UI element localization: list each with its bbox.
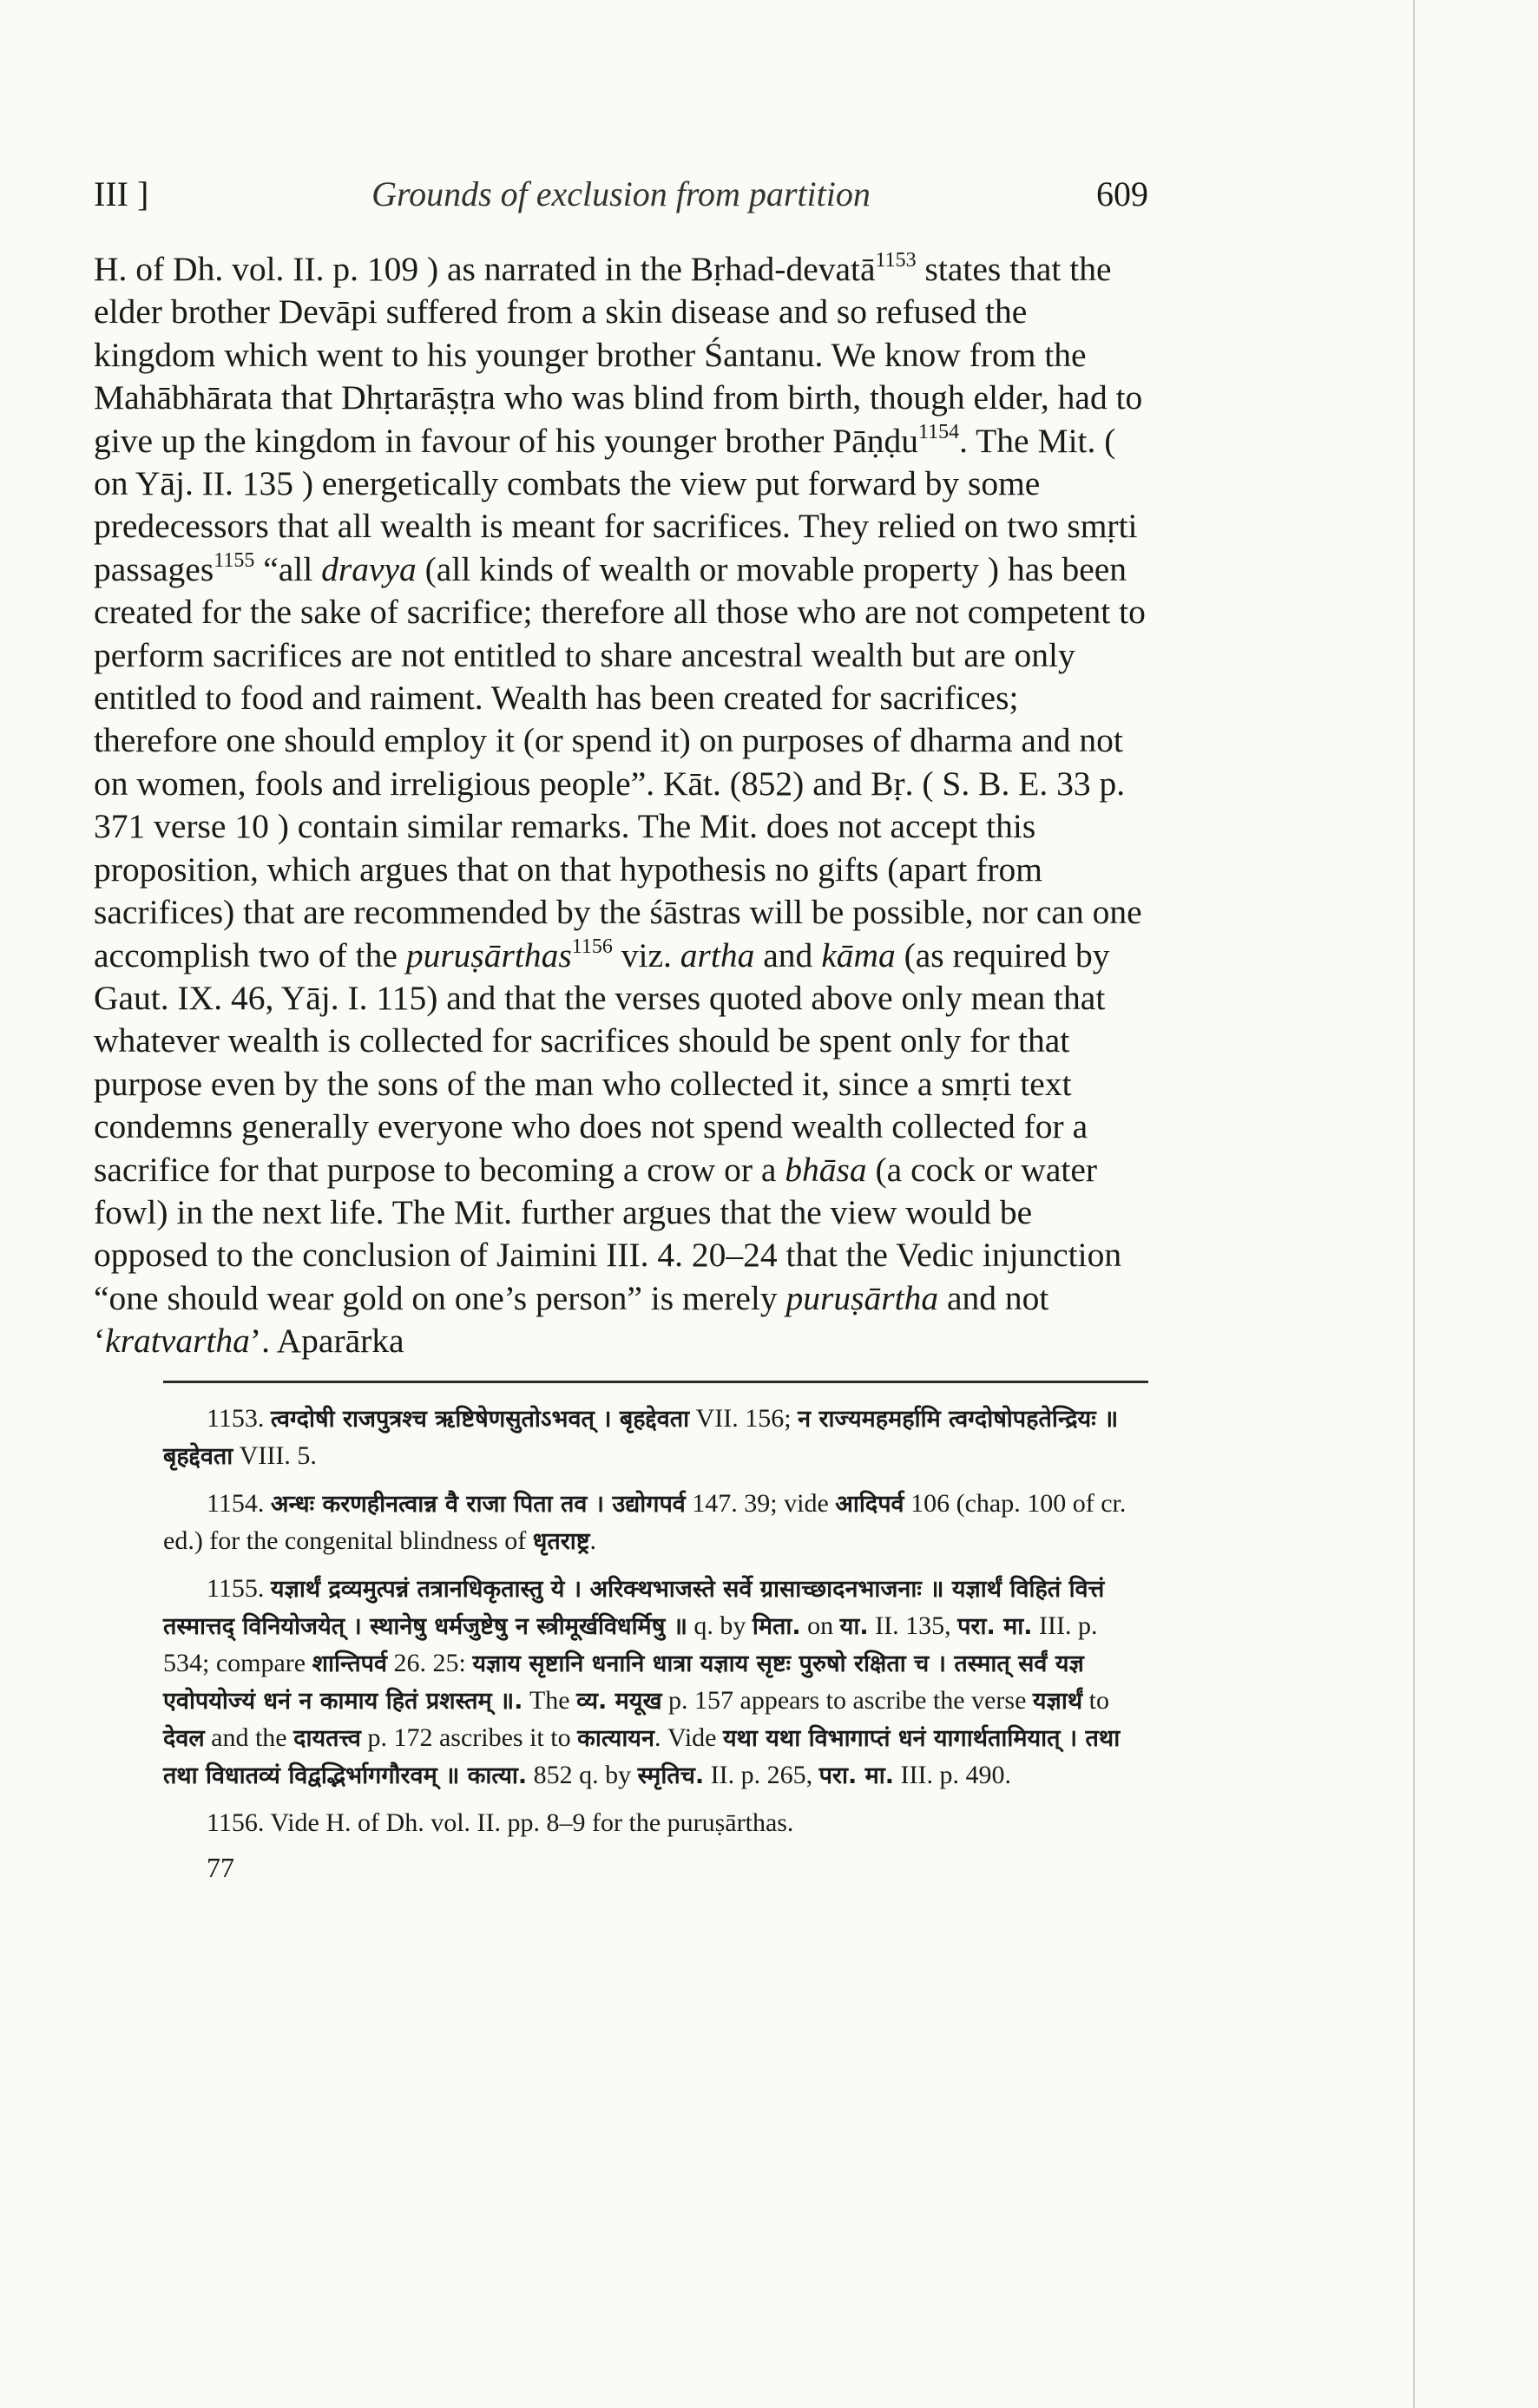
footnote-ref-1153[interactable]: 1153 (875, 249, 917, 272)
footnote-ref-1155[interactable]: 1155 (214, 548, 255, 572)
term-kratvartha: kratvartha (105, 1322, 250, 1361)
footnote-text: 106 (chap. 100 of cr. ed.) for the congenital blindness of (163, 1488, 1127, 1555)
footnote-text: VIII. 5. (233, 1440, 317, 1470)
footnote-number: 1155. (207, 1573, 265, 1603)
footnote-text: Vide H. of Dh. vol. II. pp. 8–9 for the puruṣārthas. (270, 1808, 794, 1837)
body-text: viz. (612, 935, 680, 974)
term-dravya: dravya (321, 549, 417, 588)
body-text: and (754, 935, 822, 974)
footnote-text: . Vide (654, 1722, 723, 1752)
sanskrit-text: कात्यायन (577, 1724, 654, 1752)
body-text: states that the elder brother Devāpi suffered from a skin disease and so refused the kingdom which went to his younger brother Śantanu. We know from the Mahābhārata that Dhṛtarāṣṭra who was blind from birth, though elder, had to give up the kingdom in favour of his younger brother Pāṇḍu (94, 250, 1143, 460)
footnote-text: VII. 156; (689, 1403, 799, 1433)
footnote-text: The (523, 1685, 577, 1715)
sanskrit-text: स्मृतिच. (637, 1762, 705, 1789)
footnotes (94, 1401, 1148, 1841)
footnote-ref-1154[interactable]: 1154 (918, 420, 960, 443)
sanskrit-text: मिता. (752, 1612, 801, 1640)
footnote-text: q. by (687, 1611, 753, 1640)
body-text: . The Mit. ( on Yāj. II. 135 ) energetically combats the view put forward by some predecessors that all wealth is meant for sacrifices. They relied on two smṛti passages (94, 421, 1138, 588)
sanskrit-text: आदिपर्व (835, 1490, 904, 1518)
footnote-text: to (1082, 1685, 1109, 1715)
sanskrit-text: परा. मा. (818, 1762, 895, 1789)
running-head (94, 174, 1148, 226)
sanskrit-text: धृतराष्ट्र (532, 1527, 590, 1555)
sanskrit-text: यथा यथा विभागाप्तं धनं यागार्थतामियात् । तथा तथा विधातव्यं विद्वद्भिर्भागगौरवम् ॥ कात्या. (163, 1724, 1121, 1789)
body-text: (all kinds of wealth or movable property ) has been created for the sake of sacrifice; therefore all those who are not competent to perform sacrifices are not entitled to share ancestral wealth but are only entitled to food and raiment. Wealth has been created for sacrifices; therefore one should employ it (or spend it) on purposes of dharma and not on women, fools and irreligious people”. Kāt. (852) and Bṛ. ( S. B. E. 33 p. 371 verse 10 ) contain similar remarks. The Mit. does not accept this proposition, which argues that on that hypothesis no gifts (apart from sacrifices) that are recommended by the śāstras will be possible, nor can one accomplish two of the (94, 549, 1146, 974)
footnote-ref-1156[interactable]: 1156 (571, 935, 613, 958)
sanskrit-text: यज्ञार्थं (1032, 1687, 1083, 1715)
sanskrit-text: अन्धः करणहीनत्वान्न वै राजा पिता तव । उद्योगपर्व (270, 1490, 686, 1518)
sanskrit-text: यज्ञाय सृष्टानि धनानि धात्रा यज्ञाय सृष्टः पुरुषो रक्षिता च । तस्मात् सर्वं यज्ञ एवोपयोज्यं धनं न कामाय हितं प्रशस्तम् ॥. (163, 1650, 1084, 1715)
sanskrit-text: शान्तिपर्व (312, 1650, 388, 1677)
body-text: “all (254, 549, 322, 588)
footnote-text: 852 q. by (527, 1760, 638, 1789)
book-page (94, 174, 1148, 1884)
footnote-text: and the (204, 1722, 294, 1752)
sanskrit-text: यज्ञार्थं द्रव्यमुत्पन्नं तत्रानधिकृतास्तु ये । अरिक्थभाजस्ते सर्वे ग्रासाच्छादनभाजनाः ॥ यज्ञार्थं विहितं वित्तं तस्मात्तद् विनियोजयेत् । स्थानेषु धर्मजुष्टेषु न स्त्रीमूर्खविधर्मिषु ॥ (163, 1575, 1105, 1640)
footnote-text: p. 157 appears to ascribe the verse (661, 1685, 1033, 1715)
term-bhasa: bhāsa (785, 1150, 867, 1189)
term-artha: artha (680, 935, 755, 974)
body-text: and not ‘ (94, 1278, 1049, 1361)
body-text: (as required by Gaut. IX. 46, Yāj. I. 115) and that the verses quoted above only mean that whatever wealth is collected for sacrifices should be spent only for that purpose even by the sons of the man who collected it, since a smṛti text condemns generally everyone who does not spend wealth collected for a sacrifice for that purpose to becoming a crow or a (94, 935, 1110, 1189)
footnote-text: . (589, 1526, 597, 1555)
footnote-1154 (163, 1486, 1148, 1560)
footnote-number: 1156. (207, 1808, 265, 1837)
running-title: Grounds of exclusion from partition (371, 174, 871, 213)
footnote-text: II. p. 265, (704, 1760, 819, 1789)
footnote-1155 (163, 1571, 1148, 1795)
footnote-text: p. 172 ascribes it to (360, 1722, 578, 1752)
body-text: (a cock or water fowl) in the next life. The Mit. further argues that the view would be opposed to the conclusion of Jaimini III. 4. 20–24 that the Vedic injunction “one should wear gold on one’s person” is merely (94, 1150, 1122, 1317)
page-edge-rule (1413, 0, 1415, 2408)
sanskrit-text: परा. मा. (957, 1612, 1033, 1640)
body-text: H. of Dh. vol. II. p. 109 ) as narrated in the Bṛhad-devatā (94, 250, 876, 288)
sanskrit-text: त्वग्दोषी राजपुत्रश्च ऋष्टिषेणसुतोऽभवत् । बृहद्देवता (270, 1405, 690, 1433)
page-number: 609 (1096, 174, 1148, 213)
sanskrit-text: दायतत्त्व (293, 1724, 361, 1752)
footnote-text: 26. 25: (387, 1648, 473, 1677)
sanskrit-text: देवल (163, 1724, 205, 1752)
sanskrit-text: न राज्यमहमर्हामि त्वग्दोषोपहतेन्द्रियः ॥ बृहद्देवता (163, 1405, 1119, 1470)
term-purusarthas: puruṣārthas (405, 935, 572, 974)
term-kama: kāma (821, 935, 896, 974)
footnote-divider (163, 1381, 1148, 1383)
footnote-text: II. 135, (868, 1611, 958, 1640)
footnote-number: 1154. (207, 1488, 265, 1518)
body-text: ’. Aparārka (249, 1322, 404, 1361)
footnote-text: on (800, 1611, 840, 1640)
chapter-marker: III ] (94, 174, 149, 213)
sanskrit-text: व्य. मयूख (576, 1687, 662, 1715)
footnote-text: 147. 39; vide (685, 1488, 836, 1518)
signature-mark: 77 (207, 1851, 234, 1883)
footnote-1156 (163, 1805, 1148, 1841)
footnote-1153 (163, 1401, 1148, 1475)
footnote-text: III. p. 534; compare (163, 1611, 1098, 1677)
footnote-number: 1153. (207, 1403, 265, 1433)
body-paragraph (94, 248, 1148, 1363)
footnote-text: III. p. 490. (894, 1760, 1012, 1789)
sanskrit-text: या. (839, 1612, 869, 1640)
term-purusartha: puruṣārtha (785, 1278, 939, 1317)
